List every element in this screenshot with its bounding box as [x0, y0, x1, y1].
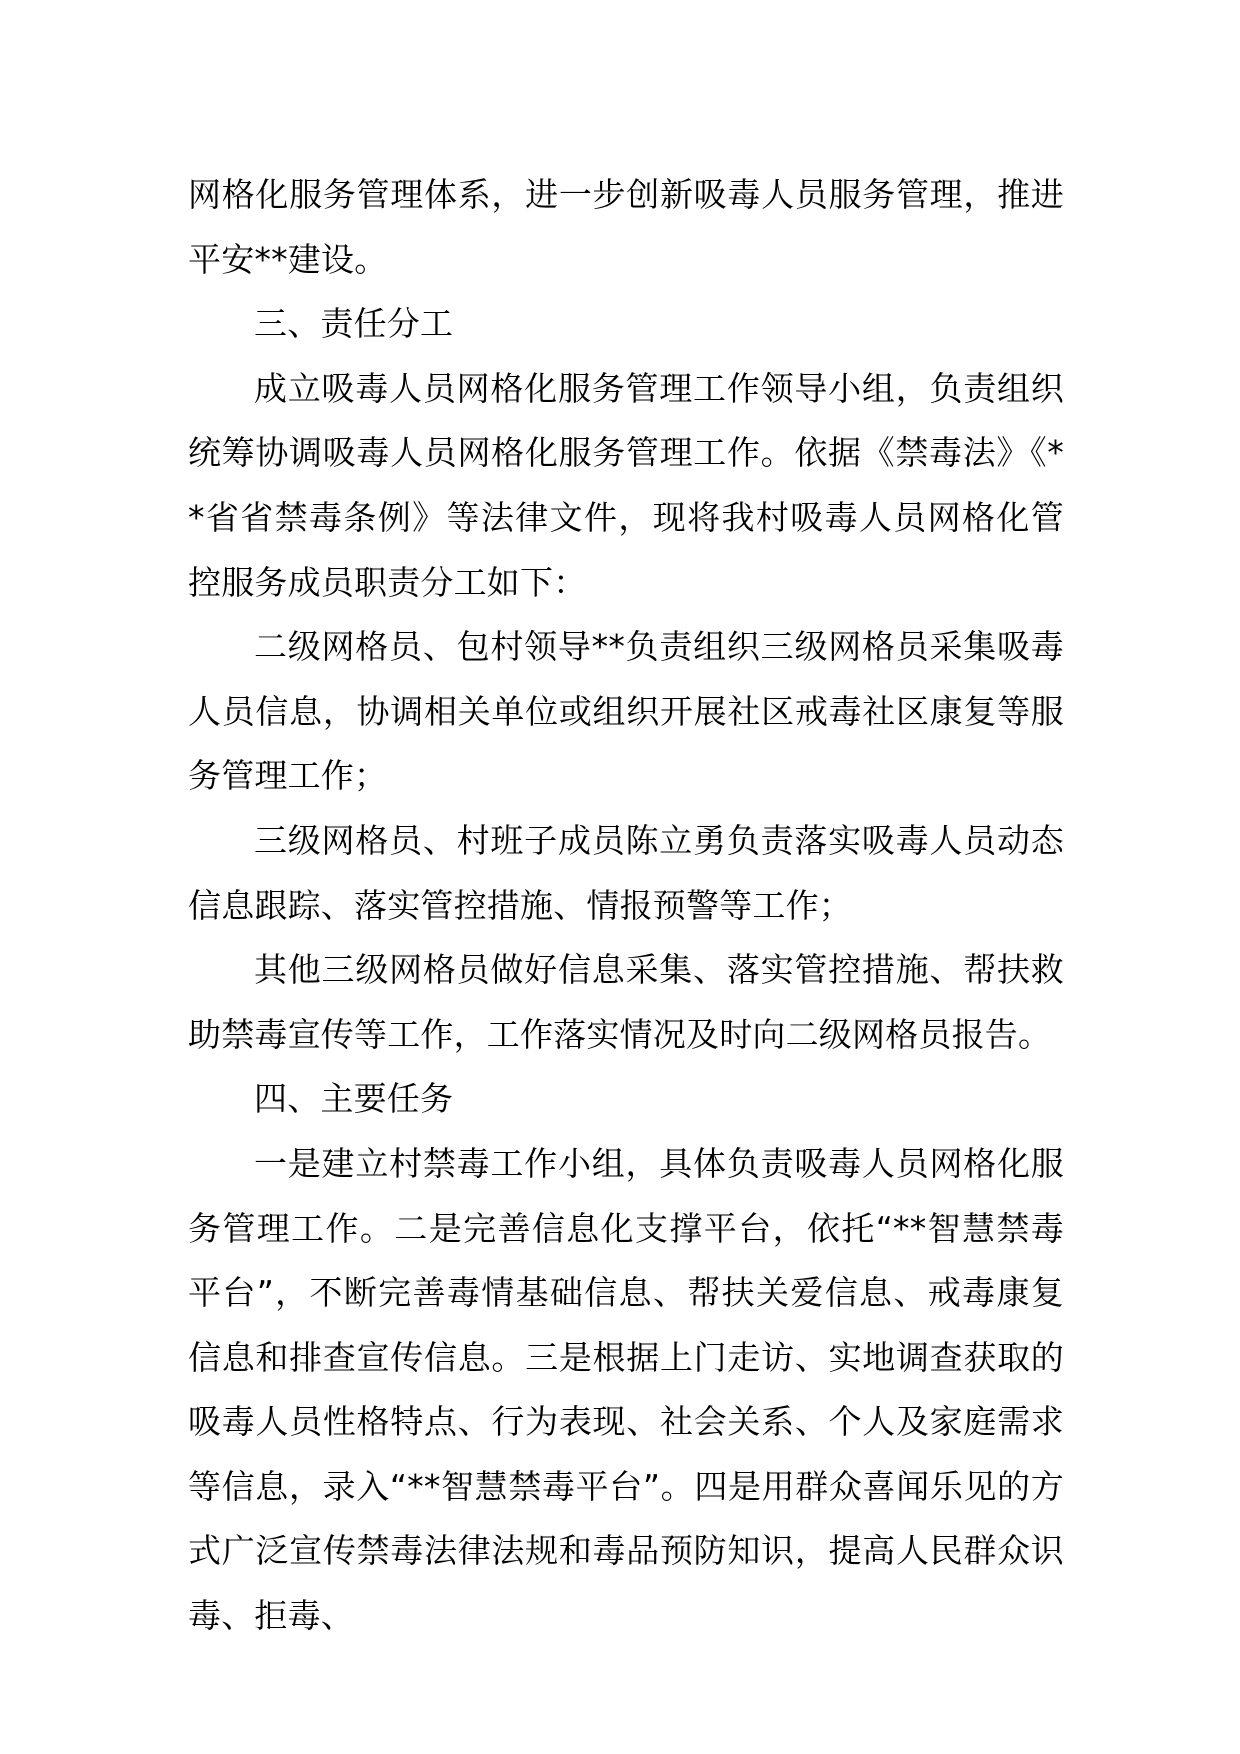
paragraph-other-grid-members: 其他三级网格员做好信息采集、落实管控措施、帮扶救助禁毒宣传等工作，工作落实情况及时向二级网格员报告。 [188, 950, 1064, 1054]
paragraph-level2-grid-member: 二级网格员、包村领导**负责组织三级网格员采集吸毒人员信息，协调相关单位或组织开展社区戒毒社区康复等服务管理工作； [188, 627, 1064, 796]
paragraph-main-tasks: 一是建立村禁毒工作小组，具体负责吸毒人员网格化服务管理工作。二是完善信息化支撑平台，依托“**智慧禁毒平台”，不断完善毒情基础信息、帮扶关爱信息、戒毒康复信息和排查宣传信息。三是根据上门走访、实地调查获取的吸毒人员性格特点、行为表现、社会关系、个人及家庭需求等信息，录入“**智慧禁毒平台”。四是用群众喜闻乐见的方式广泛宣传禁毒法律法规和毒品预防知识，提高人民群众识毒、拒毒、 [188, 1143, 1064, 1636]
paragraph-continuation: 网格化服务管理体系，进一步创新吸毒人员服务管理，推进平安**建设。 [188, 175, 1064, 279]
section-heading-responsibility: 三、责任分工 [254, 304, 454, 344]
document-page [188, 163, 1064, 1649]
paragraph-level3-grid-member: 三级网格员、村班子成员陈立勇负责落实吸毒人员动态信息跟踪、落实管控措施、情报预警等工作； [188, 820, 1064, 925]
section-heading-main-tasks: 四、主要任务 [254, 1079, 454, 1119]
paragraph-leadership-group: 成立吸毒人员网格化服务管理工作领导小组，负责组织统筹协调吸毒人员网格化服务管理工作。依据《禁毒法》《**省省禁毒条例》等法律文件，现将我村吸毒人员网格化管控服务成员职责分工如下： [188, 368, 1064, 602]
